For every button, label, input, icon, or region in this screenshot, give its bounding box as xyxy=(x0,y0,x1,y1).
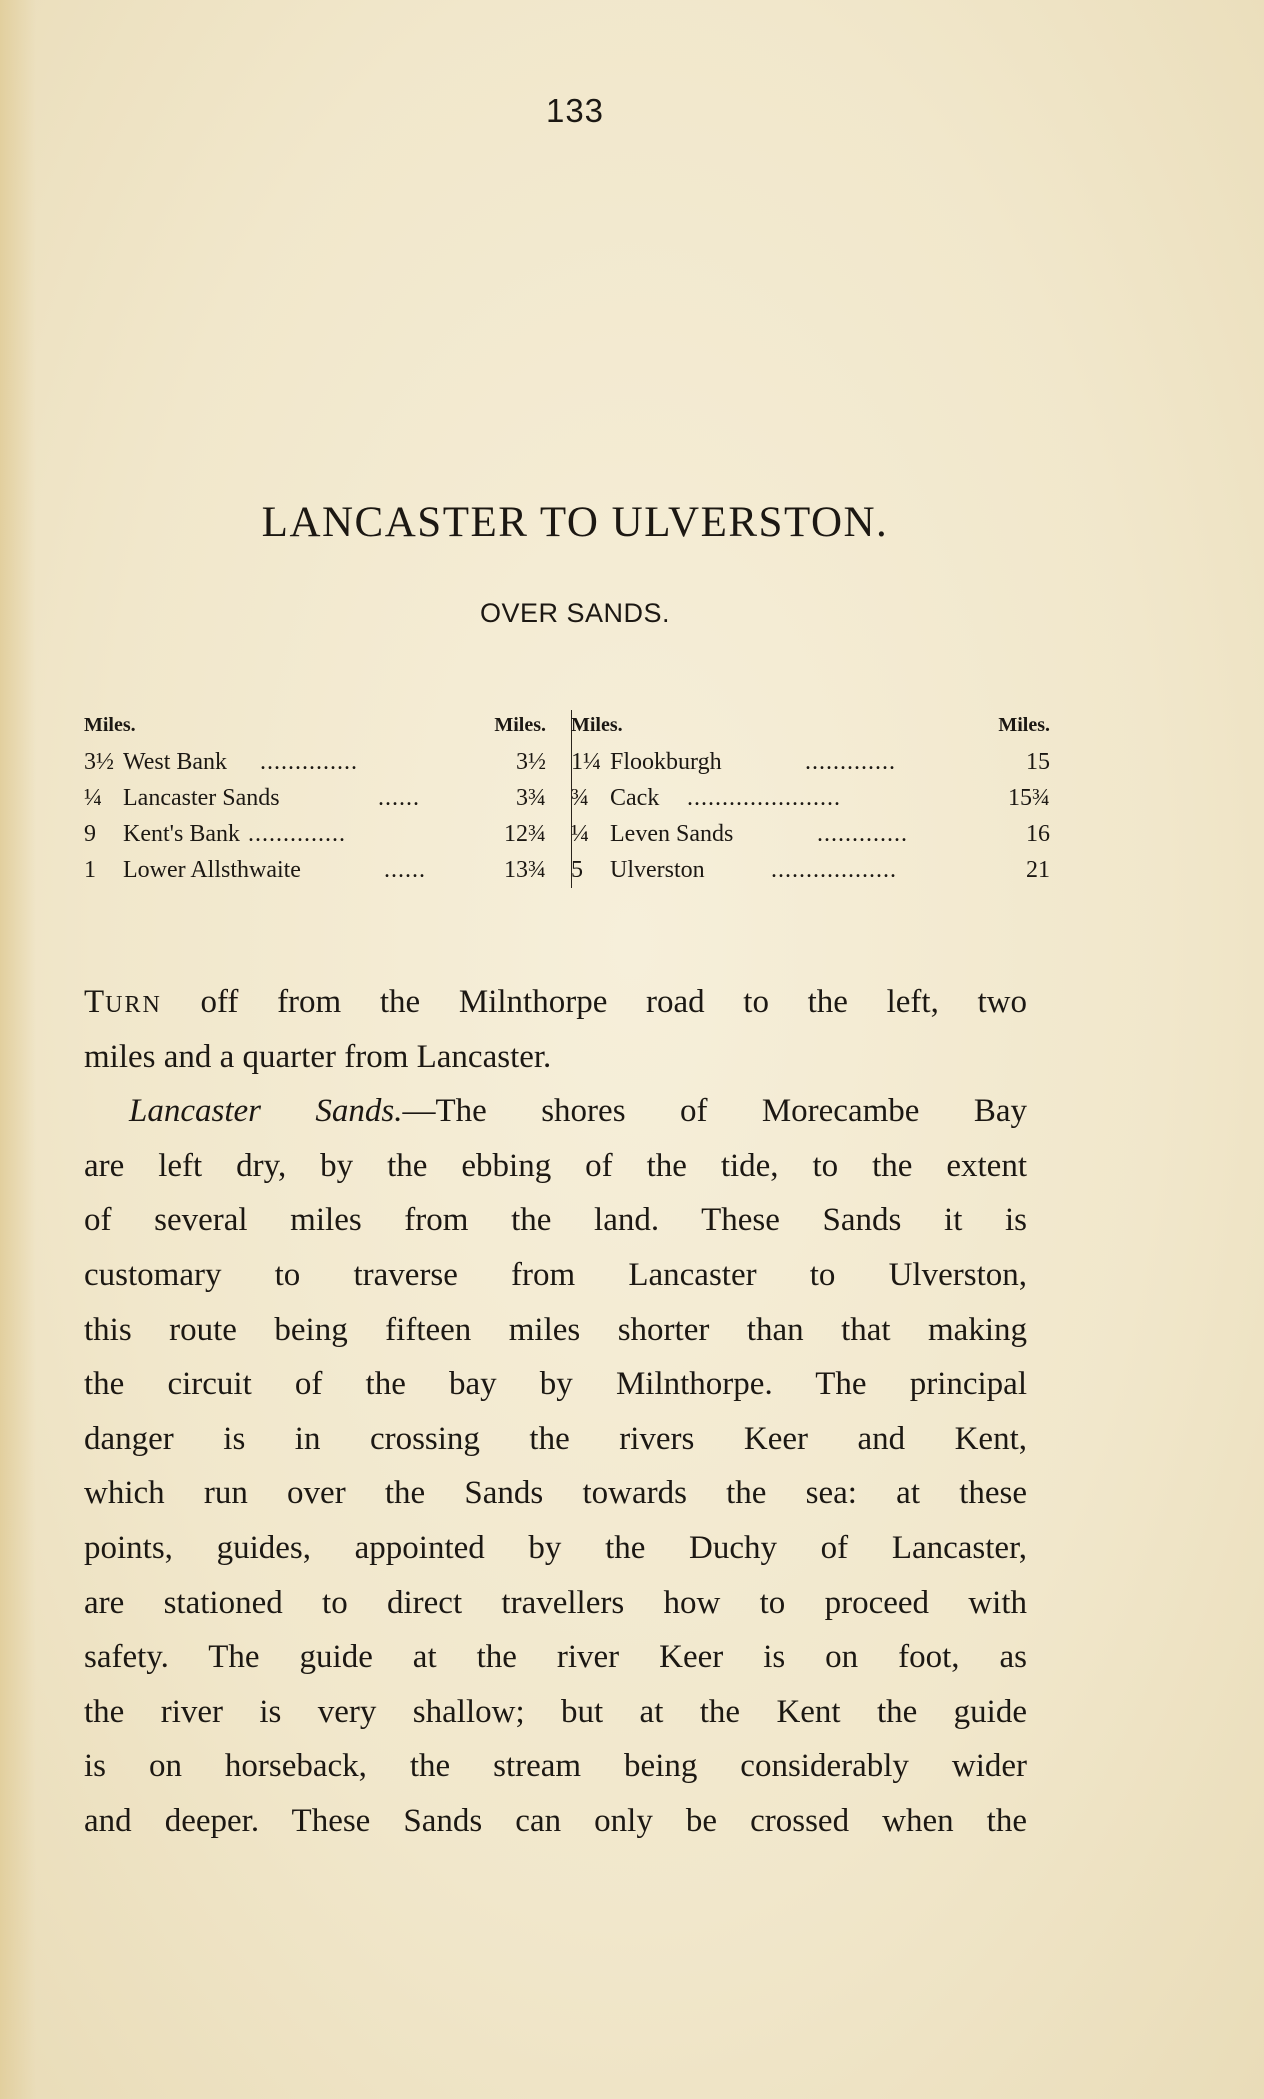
stage-distance: 5 xyxy=(571,857,583,883)
leader-dots: ............. xyxy=(805,749,896,775)
paragraph-line: are left dry, by the ebbing of the tide, to the extent xyxy=(84,1147,1027,1184)
stage-distance: 3½ xyxy=(84,749,114,775)
leader-dots: ...... xyxy=(378,785,420,811)
leader-dots: .............. xyxy=(260,749,358,775)
paragraph-line: are stationed to direct travellers how to proceed with xyxy=(84,1584,1027,1621)
leader-dots: .............. xyxy=(248,821,346,847)
stage-distance: 1¼ xyxy=(571,749,601,775)
page-number: 133 xyxy=(545,92,605,129)
paragraph-line: of several miles from the land. These Sands it is xyxy=(84,1202,1027,1239)
total-distance: 3½ xyxy=(516,749,546,775)
header-miles-total: Miles. xyxy=(494,714,546,736)
stage-distance: ¼ xyxy=(571,821,589,847)
leader-dots: ............. xyxy=(817,821,908,847)
table-row xyxy=(571,852,1050,888)
stage-distance: ¾ xyxy=(571,785,589,811)
table-row xyxy=(84,852,546,888)
place-name: West Bank xyxy=(123,749,228,775)
leader-dots: ...... xyxy=(384,857,426,883)
place-name: Lower Allsthwaite xyxy=(123,857,301,883)
total-distance: 12¾ xyxy=(504,821,546,847)
paragraph-line: points, guides, appointed by the Duchy of Lancaster, xyxy=(84,1529,1027,1566)
total-distance: 3¾ xyxy=(516,785,546,811)
body-text xyxy=(84,975,1027,1849)
place-name: Cack xyxy=(610,785,660,811)
chapter-title: LANCASTER TO ULVERSTON. xyxy=(261,499,889,546)
chapter-subtitle: OVER SANDS. xyxy=(479,598,671,628)
paragraph-text: off from the Milnthorpe road to the left, two xyxy=(200,984,1028,1020)
header-miles-stage: Miles. xyxy=(84,714,136,736)
paragraph-line: and deeper. These Sands can only be crossed when the xyxy=(84,1802,1027,1839)
paragraph-line xyxy=(84,1084,1027,1139)
total-distance: 21 xyxy=(1026,857,1050,883)
paragraph-line: miles and a quarter from Lancaster. xyxy=(84,1038,552,1075)
place-name: Flookburgh xyxy=(610,749,722,775)
place-name: Lancaster Sands xyxy=(123,785,280,811)
paragraph-line xyxy=(84,975,1027,1030)
stage-distance: ¼ xyxy=(84,785,102,811)
turn-small-caps: URN xyxy=(105,992,162,1018)
table-row xyxy=(84,744,546,780)
turn-initial: T xyxy=(84,984,106,1020)
table-row xyxy=(84,780,546,816)
table-row xyxy=(571,744,1050,780)
paragraph-line: danger is in crossing the rivers Keer and Kent, xyxy=(84,1420,1027,1457)
total-distance: 15¾ xyxy=(1008,785,1050,811)
leader-dots: ...................... xyxy=(687,785,841,811)
header-miles-total: Miles. xyxy=(998,714,1050,736)
paragraph-line: the circuit of the bay by Milnthorpe. The principal xyxy=(84,1366,1027,1403)
header-miles-stage: Miles. xyxy=(571,714,623,736)
paragraph-line: the river is very shallow; but at the Kent the guide xyxy=(84,1693,1027,1730)
table-row xyxy=(84,816,546,852)
total-distance: 13¾ xyxy=(504,857,546,883)
paragraph-line: customary to traverse from Lancaster to Ulverston, xyxy=(84,1256,1027,1293)
paragraph-text: —The shores of Morecambe Bay xyxy=(402,1093,1027,1130)
paragraph-line: this route being fifteen miles shorter than that making xyxy=(84,1311,1027,1348)
section-heading-italic: Lancaster Sands. xyxy=(129,1093,403,1130)
paragraph-line: safety. The guide at the river Keer is on foot, as xyxy=(84,1639,1027,1676)
place-name: Ulverston xyxy=(610,857,705,883)
place-name: Kent's Bank xyxy=(123,821,240,847)
stage-distance: 9 xyxy=(84,821,96,847)
table-row xyxy=(571,816,1050,852)
table-header xyxy=(571,708,1050,744)
page-gutter-shadow xyxy=(0,0,36,2099)
stage-distance: 1 xyxy=(84,857,96,883)
place-name: Leven Sands xyxy=(610,821,734,847)
total-distance: 16 xyxy=(1026,821,1050,847)
paragraph-line: is on horseback, the stream being considerably wider xyxy=(84,1748,1027,1785)
table-row xyxy=(571,780,1050,816)
total-distance: 15 xyxy=(1026,749,1050,775)
leader-dots: .................. xyxy=(771,857,897,883)
paragraph-line: which run over the Sands towards the sea: at these xyxy=(84,1475,1027,1512)
route-table-right-column xyxy=(571,708,1050,888)
route-table-left-column xyxy=(84,708,546,888)
table-header xyxy=(84,708,546,744)
